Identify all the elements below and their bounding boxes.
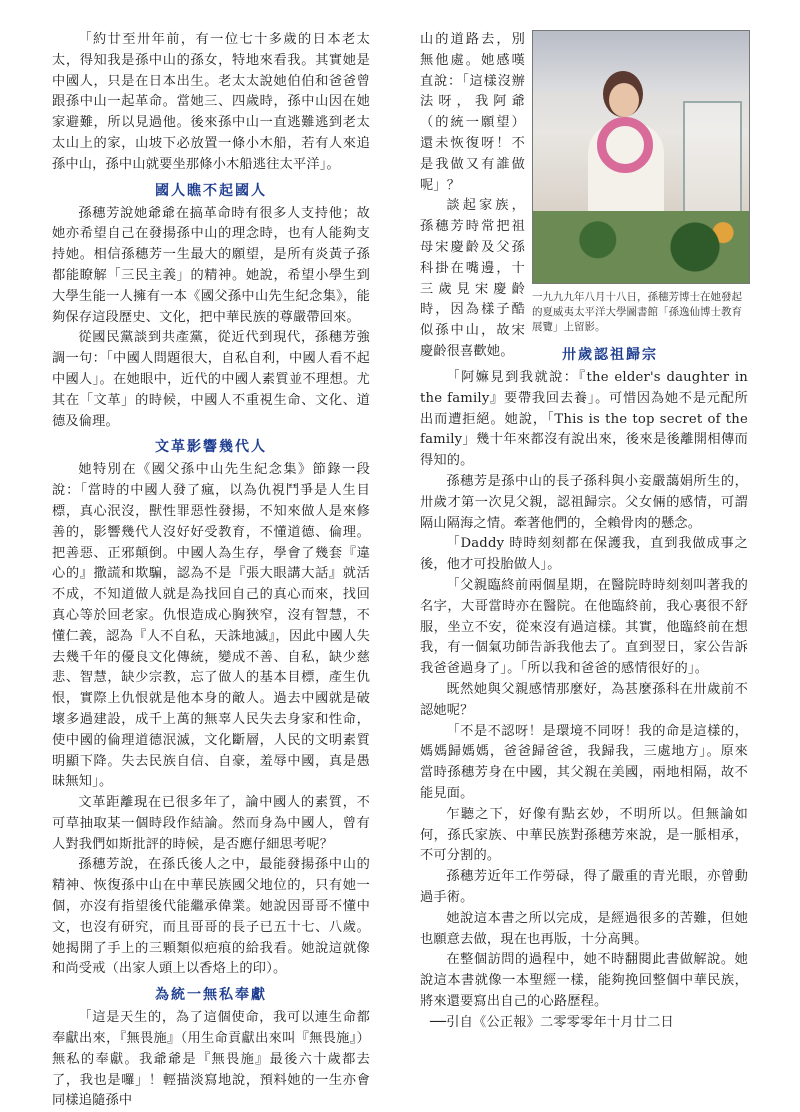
left-column — [52, 30, 370, 1112]
narrow-text — [420, 30, 525, 363]
section-heading: 文革影響幾代人 — [155, 439, 267, 456]
paragraph: 「Daddy 時時刻刻都在保護我，直到我做成事之後，他才可投胎做人」。 — [420, 536, 748, 573]
paragraph: 山的道路去，別無他處。她感嘆直說：「這樣沒辦法呀，我阿爺（的統一願望）還未恢復呀！不是我做又有誰做呢」？ — [420, 32, 525, 193]
paragraph: 孫穗芳說，在孫氏後人之中，最能發揚孫中山的精神、恢復孫中山在中華民族國父地位的，只有她一個，亦沒有指望後代能繼承偉業。她說因哥哥不懂中文，也沒有研究，而且哥哥的長子已五十七、八歲。她揭開了手上的三顆類似疤痕的給我看。她說這就像和尚受戒（出家人頭上以香烙上的印）。 — [52, 857, 370, 977]
ceiling — [533, 31, 749, 91]
paragraph: 「不是不認呀！是環境不同呀！我的命是這樣的，媽媽歸媽媽，爸爸歸爸爸，我歸我，三處地方」。原來當時孫穗芳身在中國，其父親在美國，兩地相隔，故不能見面。 — [420, 723, 748, 801]
paragraph: 乍聽之下，好像有點玄妙，不明所以。但無論如何，孫氏家族、中華民族對孫穗芳來說，是一脈相承，不可分割的。 — [420, 806, 748, 864]
paragraph: 從國民黨談到共產黨，從近代到現代，孫穗芳強調一句：「中國人問題很大，自私自利，中國人看不起中國人」。在她眼中，近代的中國人素質並不理想。尤其在「文革」的時候，中國人不重視生命、文化、道德及倫理。 — [52, 330, 370, 429]
paragraph: 孫穗芳近年工作勞碌，得了嚴重的青光眼，亦曾動過手術。 — [420, 869, 748, 905]
paragraph: 她特別在《國父孫中山先生紀念集》節錄一段說：「當時的中國人發了瘋，以為仇視鬥爭是人生目標，真心泯沒，獸性罪惡性發揚，不知來做人是來修善的，影響幾代人沒好好受教育，不懂道德、倫理。把善惡、正邪顛倒。中國人為生存，學會了幾套『違心的』撒謊和欺騙，認為不是『張大眼講大話』就活不成，不知道做人就是為找回自己的真心而來，找回真心等於回老家。仇恨造成心胸狹窄，沒有智慧，不懂仁義，認為『人不自私，天誅地滅』，因此中國人失去幾千年的優良文化傳統，變成不善、自私，缺少慈悲、智慧，缺少宗教，忘了做人的基本目標，產生仇恨，實際上仇恨就是他本身的敵人。過去中國就是破壞多過建設，成千上萬的無辜人民失去身家和性命，使中國的倫理道德泯滅，文化斷層，人民的文明素質明顯下降。失去民族自信、自豪，羞辱中國，真是愚昧無知」。 — [52, 462, 370, 790]
paragraph: 「約廿至卅年前，有一位七十多歲的日本老太太，得知我是孫中山的孫女，特地來看我。其實她是中國人，只是在日本出生。老太太說她伯伯和爸爸曾跟孫中山一起革命。當她三、四歲時，孫中山因在她家避難，所以見過他。後來孫中山一直逃難逃到老太太山上的家，山坡下必放置一條小木船，若有人來追孫中山，孫中山就要坐那條小木船逃往太平洋」。 — [52, 32, 370, 172]
source-credit: ──引自《公正報》二零零零年十月廿二日 — [430, 1014, 674, 1030]
flower-lei — [597, 117, 653, 173]
right-column — [420, 30, 748, 1034]
portrait-photo — [532, 30, 750, 284]
paragraph: 她說這本書之所以完成，是經過很多的苦難，但她也願意去做，現在也再版，十分高興。 — [420, 910, 748, 947]
flower-arrangement — [533, 211, 749, 283]
section-heading: 卅歲認祖歸宗 — [562, 347, 658, 363]
paragraph: 「父親臨終前兩個星期，在醫院時時刻刻叫著我的名字，大哥當時亦在醫院。在他臨終前，我心裏很不舒服，坐立不安，從來沒有過這樣。其實，他臨終前在想我，有一個氣功師告訴我他去了。直到翌日，家公告訴我爸爸過身了」。「所以我和爸爸的感情很好的」。 — [420, 577, 748, 677]
photo-caption: 一九九九年八月十八日，孫穗芳博士在她發起的夏威夷太平洋大學圖書館「孫逸仙博士教育展覽」上留影。 — [532, 291, 742, 333]
paragraph: 「阿嫲見到我就說：『the elder's daughter in the family』要帶我回去養」。可惜因為她不是元配所出而遭拒絕。她說，「This is the top secret of the family」幾十年來都沒有說出來，後來是後離開相傳而得知的。 — [420, 370, 748, 469]
paragraph: 既然她與父親感情那麼好，為甚麼孫科在卅歲前不認她呢？ — [420, 681, 748, 718]
section-heading: 國人瞧不起國人 — [155, 182, 267, 199]
paragraph: 談起家族，孫穗芳時常把祖母宋慶齡及父孫科掛在嘴邊，十三歲見宋慶齡時，因為樣子酷似孫中山，故宋慶齡很喜歡她。 — [420, 198, 525, 359]
paragraph: 「這是天生的，為了這個使命，我可以連生命都奉獻出來，『無畏施』（用生命貢獻出來叫『無畏施』）無私的奉獻。我爺爺是『無畏施』最後六十歲都去了，我也是囉」！輕描淡寫地說，預料她的一生亦會同樣追隨孫中 — [52, 1010, 370, 1109]
paragraph: 在整個訪問的過程中，她不時翻閱此書做解說。她說這本書就像一本聖經一樣，能夠挽回整個中華民族，將來還要寫出自己的心路歷程。 — [420, 952, 748, 1009]
paragraph: 文革距離現在已很多年了，論中國人的素質，不可草抽取某一個時段作結論。然而身為中國人，曾有人對我們如斯批評的時候，是否應仔細思考呢？ — [52, 795, 370, 852]
face — [609, 83, 639, 117]
paragraph: 孫穗芳說她爺爺在搞革命時有很多人支持他；故她亦希望自己在發揚孫中山的理念時，也有人能夠支持她。相信孫穗芳一生最大的願望，是所有炎黃子孫都能瞭解「三民主義」的精神。她說，希望小學生到大學生能一人擁有一本《國父孫中山先生紀念集》，能夠保存這段歷史、文化，把中華民族的尊嚴帶回來。 — [52, 205, 370, 325]
section-heading: 為統一無私奉獻 — [155, 987, 267, 1004]
paragraph: 孫穗芳是孫中山的長子孫科與小妾嚴藹娟所生的，卅歲才第一次見父親，認祖歸宗。父女倆的感情，可謂隔山隔海之情。牽著他們的，全賴骨肉的懸念。 — [420, 473, 748, 531]
